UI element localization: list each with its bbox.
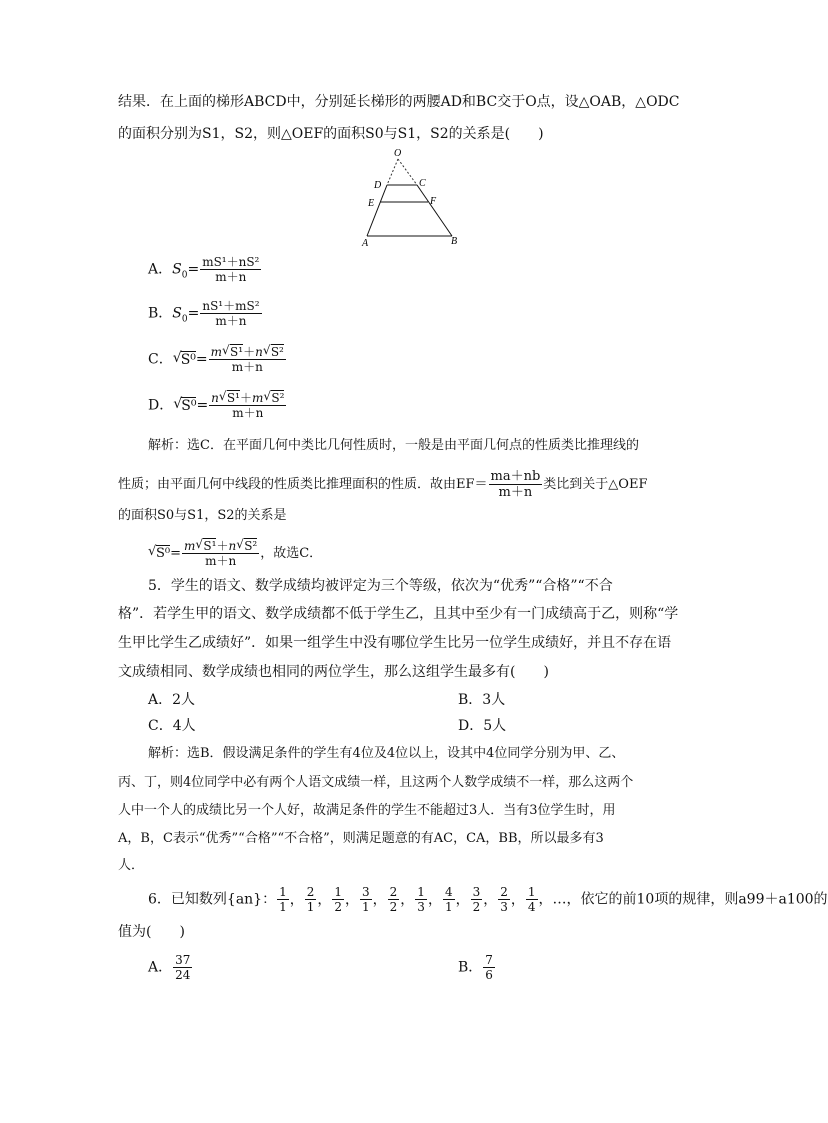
q6-seq-den: 2 <box>389 900 398 914</box>
q5-solution-line-2: 丙、丁，则4位同学中必有两个人语文成绩一样，且这两个人数学成绩不一样，那么这两个 <box>118 775 634 790</box>
q6-seq-den: 4 <box>527 900 536 914</box>
q5-option-a: A．2人 <box>148 692 196 708</box>
option-c-num <box>209 346 286 360</box>
q6-option-b-num: 7 <box>485 953 493 967</box>
trapezoid-figure <box>360 146 464 250</box>
q6-seq-fraction <box>360 886 372 913</box>
option-b-den: m＋n <box>215 314 247 328</box>
q6-option-b-label: B． <box>458 959 483 976</box>
q6-seq-den: 1 <box>362 900 370 914</box>
q4-solution-line-2-pre: 性质；由平面几何中线段的性质类比推理面积的性质．故由EF＝ <box>118 477 488 492</box>
q6-seq-num: 1 <box>279 885 287 899</box>
q6-seq-comma: ， <box>427 891 442 908</box>
q6-option-a-fraction <box>173 954 192 981</box>
formula-sqrt-a <box>195 540 216 552</box>
q6-option-a-den: 24 <box>175 968 191 982</box>
option-c-eq: = <box>195 351 208 368</box>
q6-seq-comma: ， <box>289 891 304 908</box>
q6-seq-num: 1 <box>417 885 425 899</box>
ef-den: m＋n <box>498 485 533 500</box>
formula-lhs: S⁰ <box>156 546 171 561</box>
dashed-line-od <box>387 159 398 185</box>
q5-option-b: B．3人 <box>458 692 506 708</box>
option-d-lhs-sqrt <box>173 396 196 416</box>
option-d-rad-b: S² <box>271 391 285 405</box>
q6-seq-fraction <box>332 886 344 913</box>
q5-solution-line-5: 人． <box>118 858 145 873</box>
label-a: A <box>362 238 369 249</box>
option-a-label: A． <box>148 261 173 278</box>
option-a-eq: = <box>187 261 200 278</box>
intro-line-2: 的面积分别为S1，S2，则△OEF的面积S0与S1，S2的关系是( ) <box>118 126 544 142</box>
q6-seq-num: 2 <box>389 885 398 899</box>
option-c-plus: ＋ <box>243 345 256 359</box>
intro-line-1: 结果．在上面的梯形ABCD中，分别延长梯形的两腰AD和BC交于O点，设△OAB，△ODC <box>118 94 680 110</box>
q6-seq-fraction <box>415 886 427 913</box>
option-c-sqrt-b <box>263 346 284 358</box>
option-d-plus: ＋ <box>239 391 252 405</box>
q6-seq-comma: ， <box>400 891 415 908</box>
option-b-eq: = <box>187 305 200 322</box>
q6-seq-fraction <box>388 886 400 913</box>
q5-option-d: D．5人 <box>458 718 507 734</box>
q6-line-2: 值为( ) <box>118 924 185 940</box>
option-d-coef-b: m <box>251 391 264 405</box>
q6-seq-num: 4 <box>444 885 453 899</box>
q6-seq-den: 3 <box>417 900 425 914</box>
q5-solution-line-1: 解析：选B．假设满足条件的学生有4位及4位以上，设其中4位同学分别为甲、乙、 <box>148 746 625 761</box>
option-c-rad-a: S¹ <box>230 345 244 359</box>
q6-seq-comma: ， <box>345 891 360 908</box>
option-c-coef-a: m <box>210 345 223 359</box>
option-d-lhs: S⁰ <box>181 397 197 414</box>
line-cb <box>417 185 452 236</box>
q6-seq-num: 2 <box>306 885 315 899</box>
q4-solution-line-3: 的面积S0与S1，S2的关系是 <box>118 508 287 523</box>
q6-seq-fraction <box>305 886 317 913</box>
line-da <box>367 185 387 236</box>
option-b-num: nS¹＋mS² <box>202 299 260 313</box>
option-d-fraction <box>209 392 286 419</box>
q5-line-1: 5．学生的语文、数学成绩均被评定为三个等级，依次为“优秀”“合格”“不合 <box>148 578 613 594</box>
formula-coef-b: n <box>228 539 237 553</box>
option-a <box>148 256 262 285</box>
q6-option-a-label: A． <box>148 959 173 976</box>
option-d-rad-a: S¹ <box>226 391 240 405</box>
q6-seq-comma: ， <box>510 891 525 908</box>
q6-seq-num: 3 <box>362 885 370 899</box>
q6-seq-fraction <box>498 886 510 913</box>
option-c-lhs: S⁰ <box>180 351 196 368</box>
option-c-label: C． <box>148 351 173 368</box>
q6-option-a <box>148 954 193 981</box>
q6-seq-comma: ， <box>483 891 498 908</box>
q6-seq-fraction <box>471 886 483 913</box>
q6-option-b <box>458 954 496 981</box>
label-b: B <box>451 236 458 247</box>
label-c: C <box>419 178 426 189</box>
option-d <box>148 392 287 419</box>
q5-option-c: C．4人 <box>148 718 196 734</box>
q6-option-b-fraction <box>483 954 495 981</box>
option-d-sqrt-b <box>263 392 284 404</box>
q6-seq-den: 2 <box>472 900 481 914</box>
q6-post: ，…，依它的前10项的规律，则a99＋a100的 <box>538 891 828 908</box>
option-b <box>148 300 263 329</box>
option-c-lhs-sqrt <box>173 350 196 370</box>
formula-eq: = <box>170 546 182 561</box>
q6-seq-comma: ， <box>455 891 470 908</box>
option-d-sqrt-a <box>219 392 240 404</box>
option-b-lhs-sub: 0 <box>181 314 188 325</box>
option-a-num: mS¹＋nS² <box>202 255 260 269</box>
option-a-lhs: S <box>172 261 182 278</box>
option-a-fraction <box>200 256 261 283</box>
option-d-den: m＋n <box>232 406 264 420</box>
formula-rad-a: S¹ <box>203 539 217 553</box>
formula-plus: ＋ <box>216 539 229 553</box>
q5-line-3: 生甲比学生乙成绩好”．如果一组学生中没有哪位学生比另一位学生成绩好，并且不存在语 <box>118 635 672 651</box>
q4-solution-formula <box>148 540 322 567</box>
q6-seq-num: 1 <box>527 885 536 899</box>
q6-seq-den: 3 <box>500 900 508 914</box>
q6-seq-comma: ， <box>317 891 332 908</box>
q6-seq-den: 1 <box>306 900 315 914</box>
label-o: O <box>394 148 402 159</box>
formula-num <box>182 540 259 554</box>
formula-sqrt-b <box>236 540 257 552</box>
formula-den: m＋n <box>205 554 237 568</box>
formula-coef-a: m <box>184 539 196 553</box>
option-b-lhs: S <box>172 305 182 322</box>
q6-seq-fraction <box>277 886 289 913</box>
q6-seq-den: 2 <box>334 900 343 914</box>
q6-sequence <box>276 885 538 914</box>
formula-fraction <box>182 540 259 567</box>
option-d-coef-a: n <box>211 391 219 405</box>
q6-seq-comma: ， <box>372 891 387 908</box>
q4-solution-line-2 <box>118 470 647 499</box>
q6-seq-num: 2 <box>500 885 508 899</box>
label-f: F <box>430 196 437 207</box>
option-a-den: m＋n <box>215 270 247 284</box>
option-c-den: m＋n <box>231 360 263 374</box>
q6-pre: 6．已知数列{an}： <box>148 891 277 908</box>
q5-solution-line-4: A，B，C表示“优秀”“合格”“不合格”，则满足题意的有AC，CA，BB，所以最多有3 <box>118 831 604 846</box>
ef-num: ma＋nb <box>490 469 541 484</box>
option-d-num <box>209 392 286 406</box>
option-c-rad-b: S² <box>270 345 284 359</box>
q6-option-a-num: 37 <box>175 953 191 967</box>
option-c <box>148 346 287 373</box>
option-c-fraction <box>209 346 286 373</box>
q6-seq-num: 3 <box>472 885 481 899</box>
q6-seq-den: 1 <box>444 900 453 914</box>
q6-seq-fraction <box>443 886 455 913</box>
ef-fraction <box>489 470 543 499</box>
label-d: D <box>374 180 382 191</box>
q6-seq-num: 1 <box>334 885 343 899</box>
label-e: E <box>368 198 375 209</box>
formula-tail: ，故选C． <box>260 546 323 561</box>
option-d-label: D． <box>148 397 174 414</box>
q6-seq-den: 1 <box>279 900 287 914</box>
option-a-lhs-sub: 0 <box>181 270 188 281</box>
dashed-line-oc <box>398 159 417 185</box>
option-b-fraction <box>200 300 261 327</box>
q5-line-4: 文成绩相同、数学成绩也相同的两位学生，那么这组学生最多有( ) <box>118 664 549 680</box>
option-b-label: B． <box>148 305 173 322</box>
q6-line-1 <box>148 886 828 913</box>
q6-seq-fraction <box>526 886 538 913</box>
option-d-eq: = <box>196 397 209 414</box>
q4-solution-line-1: 解析：选C．在平面几何中类比几何性质时，一般是由平面几何点的性质类比推理线的 <box>148 438 639 453</box>
q6-option-b-den: 6 <box>485 968 493 982</box>
option-c-sqrt-a <box>222 346 243 358</box>
q5-line-2: 格”．若学生甲的语文、数学成绩都不低于学生乙，且其中至少有一门成绩高于乙，则称“学 <box>118 606 679 622</box>
q5-solution-line-3: 人中一个人的成绩比另一个人好，故满足条件的学生不能超过3人．当有3位学生时，用 <box>118 803 616 818</box>
option-c-coef-b: n <box>255 345 263 359</box>
formula-rad-b: S² <box>244 539 258 553</box>
q4-solution-line-2-post: 类比到关于△OEF <box>543 477 648 492</box>
formula-lhs-sqrt <box>148 544 170 564</box>
